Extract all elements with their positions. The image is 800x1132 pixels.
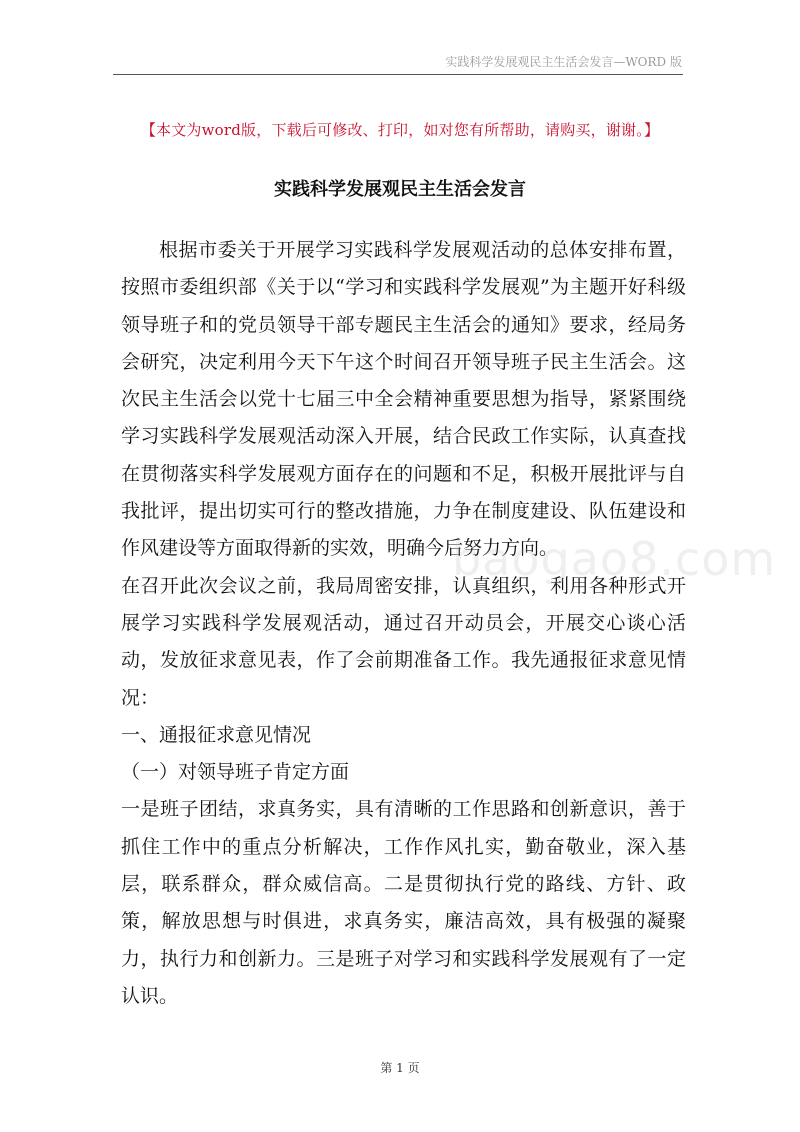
paragraph-intro: 根据市委关于开展学习实践科学发展观活动的总体安排布置，按照市委组织部《关于以“学习和实践科学发展观”为主题开好科级领导班子和的党员领导干部专题民主生活会的通知》要求，经局务会研究，决定利用今天下午这个时间召开领导班子民主生活会。这次民主生活会以党十七届三中全会精神重要思想为指导，紧紧围绕学习实践科学发展观活动深入开展，结合民政工作实际，认真查找在贯彻落实科学发展观方面存在的问题和不足，积极开展批评与自我批评，提出切实可行的整改措施，力争在制度建设、队伍建设和作风建设等方面取得新的实效，明确今后努力方向。	[121, 239, 686, 560]
header-title: 实践科学发展观民主生活会发言—WORD 版	[445, 55, 682, 69]
page-number: 第 1 页	[380, 1061, 420, 1075]
paragraph-affirmation: 一是班子团结，求真务实，具有清晰的工作思路和创新意识，善于抓住工作中的重点分析解决，工作作风扎实，勤奋敬业，深入基层，联系群众，群众威信高。二是贯彻执行党的路线、方针、政策，解放思想与时俱进，求真务实，廉洁高效，具有极强的凝聚力，执行力和创新力。三是班子对学习和实践科学发展观有了一定认识。	[121, 798, 686, 1007]
header-divider	[113, 74, 683, 75]
watermark: baogao8.com	[452, 532, 777, 586]
document-title: 实践科学发展观民主生活会发言	[274, 179, 526, 200]
page-header	[0, 0, 800, 76]
section-heading: 一、通报征求意见情况	[121, 723, 312, 746]
subsection-heading: （一）对领导班子肯定方面	[121, 761, 350, 784]
document-body	[121, 232, 686, 1015]
download-notice: 【本文为word版，下载后可修改、打印，如对您有所帮助，请购买，谢谢。】	[140, 121, 660, 139]
paragraph-preparation: 在召开此次会议之前，我局周密安排，认真组织，利用各种形式开展学习实践科学发展观活动，通过召开动员会，开展交心谈心活动，发放征求意见表，作了会前期准备工作。我先通报征求意见情况：	[121, 574, 686, 709]
